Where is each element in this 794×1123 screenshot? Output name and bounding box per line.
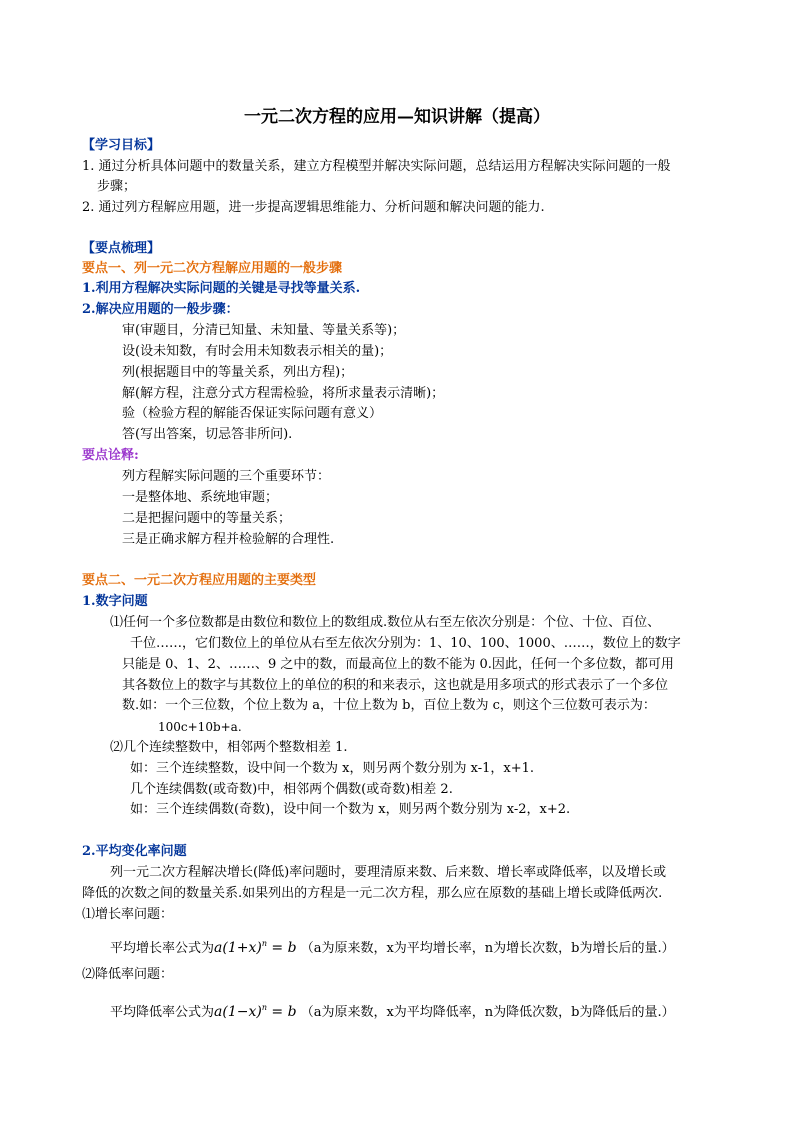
type1-line: ⑴任何一个多位数都是由数位和数位上的数组成.数位从右至左依次分别是：个位、十位、百位、 (110, 615, 661, 630)
increase-suffix: （a为原来数，x为平均增长率，n为增长次数，b为增长后的量.） (300, 941, 675, 956)
increase-label: ⑴增长率问题： (82, 907, 174, 922)
step-item: 设(设未知数，有时会用未知数表示相关的量)； (122, 344, 393, 359)
goal-line-1: 1. 通过分析具体问题中的数量关系，建立方程模型并解决实际问题，总结运用方程解决实际问题的一般 (82, 159, 671, 174)
note-item: 二是把握问题中的等量关系； (122, 511, 292, 526)
formula-base: a(1+x) (214, 940, 262, 956)
type1-line: 其各数位上的数字与其数位上的单位的积的和来表示，这也就是用多项式的形式表示了一个多位 (122, 678, 669, 693)
note-item: 一是整体地、系统地审题； (122, 490, 279, 505)
type1-heading: 1.数字问题 (82, 594, 148, 609)
type1-line: 如：三个连续偶数(奇数)，设中间一个数为 x，则另两个数分别为 x-2，x+2. (130, 802, 571, 817)
note-item: 列方程解实际问题的三个重要环节： (122, 469, 331, 484)
goal-line-2: 2. 通过列方程解应用题，进一步提高逻辑思维能力、分析问题和解决问题的能力. (82, 200, 545, 215)
increase-prefix: 平均增长率公式为 (110, 941, 215, 956)
point1-heading: 要点一、列一元二次方程解应用题的一般步骤 (82, 261, 343, 276)
step-item: 解(解方程，注意分式方程需检验，将所求量表示清晰)； (122, 386, 445, 401)
step-item: 验（检验方程的解能否保证实际问题有意义） (122, 406, 383, 421)
decrease-label: ⑵降低率问题： (82, 967, 174, 982)
type1-line: 几个连续偶数(或奇数)中，相邻两个偶数(或奇数)相差 2. (130, 782, 453, 797)
decrease-formula-line (110, 999, 675, 1022)
type2-heading: 2.平均变化率问题 (82, 844, 187, 859)
type2-line: 列一元二次方程解决增长(降低)率问题时，要理清原来数、后来数、增长率或降低率，以及增长或 (110, 865, 667, 880)
formula-exponent: n (261, 1003, 267, 1012)
formula-result: = b (266, 940, 297, 956)
formula-base: a(1−x) (214, 1004, 262, 1020)
point1-sub1: 1.利用方程解决实际问题的关键是寻找等量关系. (82, 281, 361, 296)
step-item: 审(审题目，分清已知量、未知量、等量关系等)； (122, 323, 406, 338)
document-title: 一元二次方程的应用—知识讲解（提高） (244, 107, 550, 127)
increase-formula-line (110, 935, 675, 958)
type1-line: 如：三个连续整数，设中间一个数为 x，则另两个数分别为 x-1，x+1. (130, 761, 534, 776)
step-item: 答(写出答案，切忌答非所问). (122, 427, 293, 442)
type1-line: 数.如：一个三位数，个位上数为 a，十位上数为 b，百位上数为 c，则这个三位数可表示为： (122, 698, 656, 713)
decrease-prefix: 平均降低率公式为 (110, 1005, 215, 1020)
point2-heading: 要点二、一元二次方程应用题的主要类型 (82, 573, 317, 588)
notes-header: 要点诠释: (82, 448, 139, 463)
formula-exponent: n (261, 939, 267, 948)
note-item: 三是正确求解方程并检验解的合理性. (122, 532, 335, 547)
formula-result: = b (266, 1004, 297, 1020)
increase-formula (214, 940, 297, 956)
goal-line-1b: 步骤； (97, 179, 137, 194)
type1-line: 只能是 0、1、2、……、9 之中的数，而最高位上的数不能为 0.因此，任何一个多位数，都可用 (122, 657, 674, 672)
point1-sub2: 2.解决应用题的一般步骤： (82, 302, 239, 317)
type1-expression: 100c+10b+a. (158, 720, 242, 734)
points-header: 【要点梳理】 (82, 241, 161, 256)
type1-line: ⑵几个连续整数中，相邻两个整数相差 1. (110, 740, 348, 755)
type1-line: 千位……，它们数位上的单位从右至左依次分别为：1、10、100、1000、……，数位上的数字 (130, 636, 681, 651)
goals-header: 【学习目标】 (82, 138, 161, 153)
step-item: 列(根据题目中的等量关系，列出方程)； (122, 365, 354, 380)
decrease-formula (214, 1004, 297, 1020)
decrease-suffix: （a为原来数，x为平均降低率，n为降低次数，b为降低后的量.） (300, 1005, 675, 1020)
type2-line: 降低的次数之间的数量关系.如果列出的方程是一元二次方程，那么应在原数的基础上增长或降低两次. (82, 886, 663, 901)
